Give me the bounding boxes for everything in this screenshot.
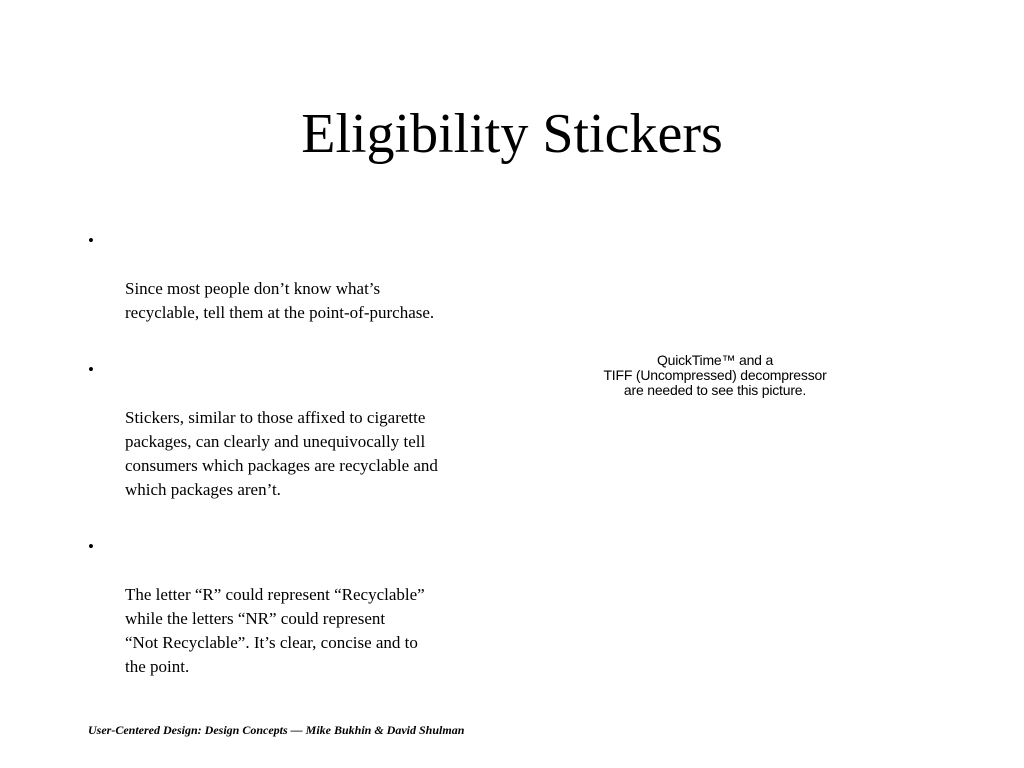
image-placeholder-notice: QuickTime™ and a TIFF (Uncompressed) decompressor are needed to see this picture. bbox=[603, 352, 827, 398]
bullet-text: Stickers, similar to those affixed to cigarette packages, can clearly and unequivocally tell consumers which packages are recyclable and which packages aren’t. bbox=[125, 408, 438, 499]
bullet-icon: • bbox=[88, 360, 94, 379]
slide-footer: User-Centered Design: Design Concepts — Mike Bukhin & David Shulman bbox=[88, 723, 465, 737]
bullet-text: Since most people don’t know what’s recyclable, tell them at the point-of-purchase. bbox=[125, 279, 435, 322]
bullet-icon: • bbox=[88, 537, 94, 556]
slide-title: Eligibility Stickers bbox=[301, 103, 723, 165]
list-item bbox=[88, 535, 508, 679]
list-item bbox=[88, 358, 508, 502]
bullet-text: The letter “R” could represent “Recyclable” while the letters “NR” could represent “Not Recyclable”. It’s clear, concise and to the point. bbox=[125, 585, 425, 676]
list-item bbox=[88, 229, 508, 325]
bullet-icon: • bbox=[88, 231, 94, 250]
bullet-list bbox=[88, 229, 508, 712]
